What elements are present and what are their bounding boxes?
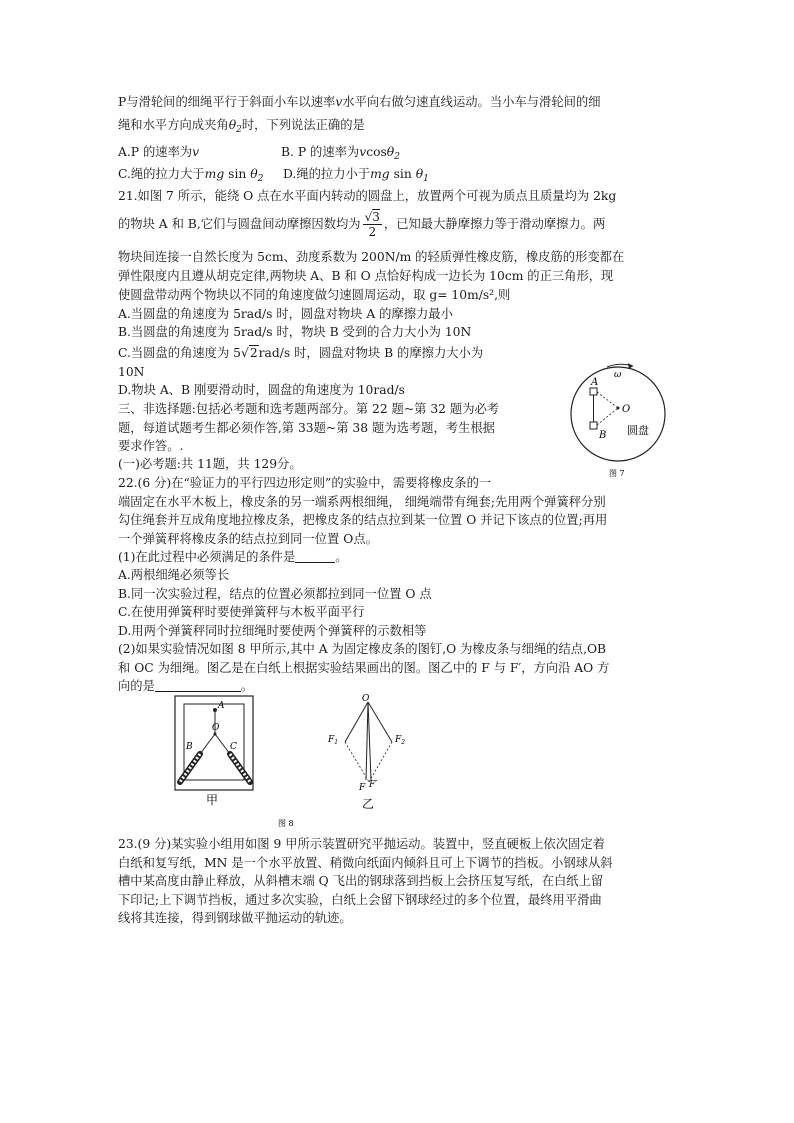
fig7-omega-label: ω — [614, 370, 622, 380]
q22-sub1: (1)在此过程中必须满足的条件是 。 — [118, 550, 348, 564]
q21-option-d: D.物块 A、B 刚要滑动时，圆盘的角速度为 10rad/s — [118, 383, 405, 397]
q21-line-5: 使圆盘带动两个物块以不同的角速度做匀速圆周运动，取 g= 10m/s²,则 — [118, 288, 511, 302]
q23-line-5: 线将其连接，得到钢球做平抛运动的轨迹。 — [118, 911, 352, 925]
string-ob — [200, 734, 215, 754]
q23-line-3: 槽中某高度由静止释放，从斜槽末端 Q 飞出的钢球落到挡板上会挤压复写纸，在白纸上留 — [118, 874, 604, 888]
vector-f-prime — [368, 702, 371, 780]
q21-line-4: 弹性限度内且遵从胡克定律,两物块 A、B 和 O 点恰好构成一边长为 10cm 的正三角形，现 — [118, 269, 614, 283]
parallel-line-2 — [369, 742, 392, 782]
prev-option-a: A.P 的速率为v — [118, 145, 200, 159]
q22-sub2-line-2: 和 OC 为细绳。图乙是在白纸上根据实验结果画出的图。图乙中的 F 与 F′，方向沿 AO 方 — [118, 661, 610, 675]
fig8-label-b: B — [186, 742, 193, 752]
answer-blank-2[interactable] — [155, 679, 241, 692]
section3-line-4: (一)必考题:共 11题，共 129分。 — [118, 457, 302, 471]
q23-line-4: 下印记;上下调节挡板，通过多次实验，白纸上会留下钢球经过的多个位置，最终用平滑曲 — [118, 893, 602, 907]
q21-option-a: A.当圆盘的角速度为 5rad/s 时，圆盘对物块 A 的摩擦力最小 — [118, 307, 453, 321]
prev-option-b: B. P 的速率为vcosθ$_2$ — [281, 145, 400, 162]
fig8-label-f-prime: F′ — [369, 780, 378, 790]
q21-option-c: C.当圆盘的角速度为 5√2rad/s 时，圆盘对物块 B 的摩擦力大小为 — [118, 346, 484, 360]
parallel-line-1 — [345, 742, 369, 782]
vector-f2 — [368, 702, 392, 742]
q22-option-b: B.同一次实验过程，结点的位置必须都拉到同一位置 O 点 — [118, 587, 432, 601]
q23-line-2: 白纸和复写纸，MN 是一个水平放置、稍微向纸面内倾斜且可上下调节的挡板。小钢球从斜 — [118, 856, 613, 870]
spring-scale-left — [180, 754, 200, 782]
string-oc — [215, 734, 230, 754]
q22-line-4: 一个弹簧秤将橡皮条的结点拉到同一位置 O点。 — [118, 532, 378, 546]
q22-option-c: C.在使用弹簧秤时要使弹簧秤与木板平面平行 — [118, 605, 365, 619]
q21-line-2: 的物块 A 和 B,它们与圆盘间动摩擦因数均为 $\frac{√3}{2}$ ，已知最大静摩擦力等于滑动摩擦力。两 — [118, 210, 606, 239]
center-o — [617, 407, 620, 410]
fig7-label-a: A — [591, 377, 599, 388]
fig8-label-f1: $F_1$ — [328, 735, 339, 746]
fig8-right-label: 乙 — [362, 797, 375, 811]
q21-line-1: 21.如图 7 所示，能绕 O 点在水平面内转动的圆盘上，放置两个可视为质点且质量均为 2kg — [118, 189, 617, 203]
q22-option-d: D.用两个弹簧秤同时拉细绳时要使两个弹簧秤的示数相等 — [118, 624, 427, 638]
block-a — [590, 388, 597, 395]
fig7-caption: 图 7 — [609, 469, 625, 478]
fig8-label-o2: O — [362, 694, 370, 704]
disc-circle — [571, 367, 665, 461]
q21-line-3: 物块间连接一自然长度为 5cm、劲度系数为 200N/m 的轻质弹性橡皮筋，橡皮筋的形变都在 — [118, 250, 625, 264]
section3-line-2: 题，每道试题考生都必须作答,第 33题~第 38 题为选考题，考生根据 — [118, 421, 495, 435]
answer-blank-1[interactable] — [295, 550, 335, 563]
q22-line-1: 22.(6 分)在“验证力的平行四边形定则”的实验中，需要将橡皮条的一 — [118, 476, 492, 490]
q22-line-2: 端固定在水平木板上，橡皮条的另一端系两根细绳， 细绳端带有绳套;先用两个弹簧秤分别 — [118, 495, 606, 509]
sqrt3-over-2: $\frac{√3}{2}$ — [364, 210, 380, 239]
q23-line-1: 23.(9 分)某实验小组用如图 9 甲所示装置研究平抛运动。装置中，竖直硬板上依次固定着 — [118, 837, 605, 851]
q22-sub2-line-1: (2)如果实验情况如图 8 甲所示,其中 A 为固定橡皮条的图钉,O 为橡皮条与细绳的结点,OB — [118, 642, 607, 656]
fig8-label-a: A — [218, 701, 225, 711]
figure-8 — [170, 694, 415, 829]
fig8-left-label: 甲 — [206, 793, 219, 807]
vector-f — [366, 702, 368, 780]
fig7-label-b: B — [599, 430, 607, 441]
line-oa — [597, 392, 618, 408]
fig7-disc-label: 圆盘 — [627, 424, 649, 437]
q22-sub2-line-3: 向的是 。 — [118, 679, 254, 693]
vector-f1 — [345, 702, 368, 742]
q22-line-3: 勾住绳套并互成角度地拉橡皮条，把橡皮条的结点拉到某一位置 O 并记下该点的位置;再用 — [118, 513, 608, 527]
fig8-caption: 图 8 — [278, 819, 294, 828]
fig8-label-o: O — [212, 723, 220, 733]
fig7-label-o: O — [622, 404, 631, 415]
prev-option-c: C.绳的拉力大于mg $\sin \theta_2$ — [118, 167, 264, 184]
section3-line-1: 三、非选择题:包括必考题和选考题两部分。第 22 题~第 32 题为必考 — [118, 402, 500, 416]
prev-question-line-1: P与滑轮间的细绳平行于斜面小车以速率v水平向右做匀速直线运动。当小车与滑轮间的细 — [118, 95, 601, 109]
spring-scale-right — [230, 754, 250, 782]
section3-line-3: 要求作答。. — [118, 439, 184, 453]
line-ob — [597, 408, 618, 425]
q21-option-b: B.当圆盘的角速度为 5rad/s 时，物块 B 受到的合力大小为 10N — [118, 325, 472, 339]
prev-question-line-2: 绳和水平方向成夹角$\theta_2$时，下列说法正确的是 — [118, 118, 365, 135]
block-b — [590, 422, 597, 429]
fig8-label-c: C — [230, 742, 237, 752]
prev-option-d: D.绳的拉力小于mg $\sin \theta_1$ — [283, 167, 429, 184]
fig8-label-f2: $F_2$ — [395, 735, 406, 746]
q22-option-a: A.两根细绳必须等长 — [118, 568, 230, 582]
fig8-label-f: F — [359, 783, 366, 793]
q21-option-c-cont: 10N — [118, 365, 145, 379]
figure-7 — [565, 352, 675, 482]
